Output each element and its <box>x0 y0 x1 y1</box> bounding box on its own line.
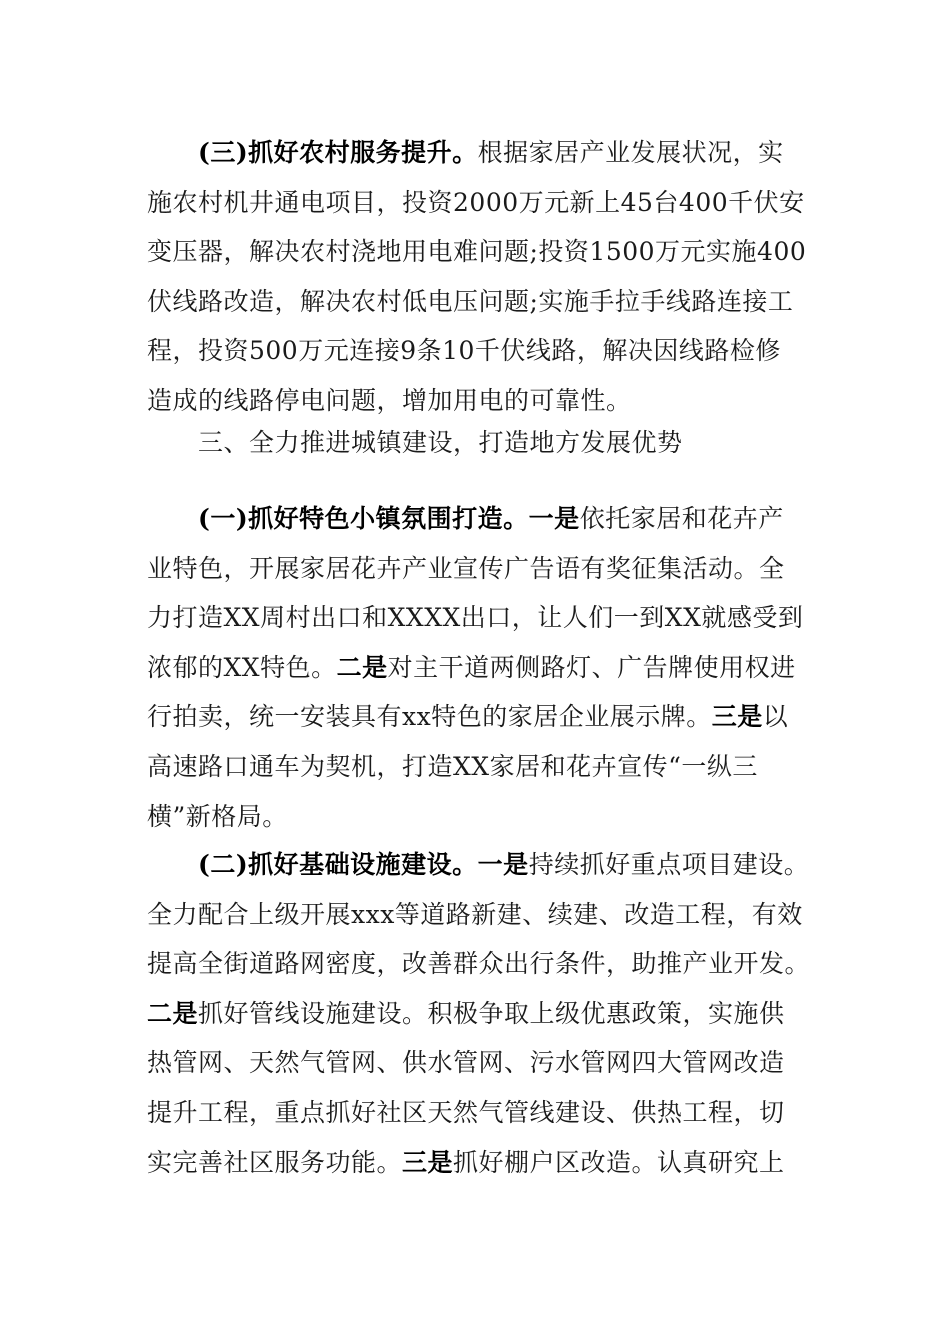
emphasis-text: 一是 <box>528 504 580 533</box>
section-subheading: (二)抓好基础设施建设。 <box>198 850 478 879</box>
text-line: 提升工程，重点抓好社区天然气管线建设、供热工程，切 <box>147 1097 785 1127</box>
text-line <box>147 989 812 1039</box>
text-run: 持续抓好重点项目建设。 <box>528 850 810 879</box>
paragraph-rural-services <box>147 128 812 426</box>
text-line: 伏线路改造，解决农村低电压问题;实施手拉手线路连接工 <box>147 286 794 316</box>
text-line: 施农村机井通电项目，投资2000万元新上45台400千伏安 <box>147 187 805 217</box>
text-line <box>147 692 812 742</box>
text-line: 横”新格局。 <box>147 801 288 831</box>
text-run: 浓郁的XX特色。 <box>147 652 337 682</box>
paragraph-town-atmosphere <box>147 494 812 841</box>
text-run: 对主干道两侧路灯、广告牌使用权进 <box>387 652 796 682</box>
text-line: 力打造XX周村出口和XXXX出口，让人们一到XX就感受到 <box>147 603 804 633</box>
emphasis-text: 三是 <box>402 1147 454 1177</box>
text-run: 行拍卖，统一安装具有xx特色的家居企业展示牌。 <box>147 702 712 732</box>
text-line: 全力配合上级开展xxx等道路新建、续建、改造工程，有效 <box>147 899 803 929</box>
text-line: 业特色，开展家居花卉产业宣传广告语有奖征集活动。全 <box>147 553 785 583</box>
text-line <box>147 128 812 178</box>
emphasis-text: 二是 <box>336 652 388 682</box>
text-line <box>147 840 812 890</box>
section-heading-text: 三、全力推进城镇建设，打造地方发展优势 <box>198 428 683 457</box>
emphasis-text: 二是 <box>147 998 199 1028</box>
text-run: 实完善社区服务功能。 <box>147 1147 403 1177</box>
text-line: 造成的线路停电问题，增加用电的可靠性。 <box>147 385 632 415</box>
text-line <box>147 643 812 693</box>
emphasis-text: 三是 <box>711 702 763 732</box>
text-line <box>147 494 812 544</box>
text-run: 抓好管线设施建设。积极争取上级优惠政策，实施供 <box>198 998 785 1028</box>
section-heading <box>147 418 812 468</box>
text-line: 变压器，解决农村浇地用电难问题;投资1500万元实施400 <box>147 237 807 267</box>
text-run: 依托家居和花卉产 <box>579 504 784 533</box>
section-subheading: (三)抓好农村服务提升。 <box>198 138 478 167</box>
text-line: 程，投资500万元连接9条10千伏线路，解决因线路检修 <box>147 336 781 366</box>
text-line: 提高全街道路网密度，改善群众出行条件，助推产业开发。 <box>147 949 811 979</box>
paragraph-infrastructure <box>147 840 812 1187</box>
text-line <box>147 1138 812 1188</box>
text-run: 根据家居产业发展状况，实 <box>477 138 784 167</box>
section-subheading: (一)抓好特色小镇氛围打造。 <box>198 504 529 533</box>
text-line: 高速路口通车为契机，打造XX家居和花卉宣传“一纵三 <box>147 751 758 781</box>
text-run: 抓好棚户区改造。认真研究上 <box>453 1147 785 1177</box>
text-line: 热管网、天然气管网、供水管网、污水管网四大管网改造 <box>147 1048 785 1078</box>
emphasis-text: 一是 <box>477 850 529 879</box>
text-run: 以 <box>762 702 789 732</box>
